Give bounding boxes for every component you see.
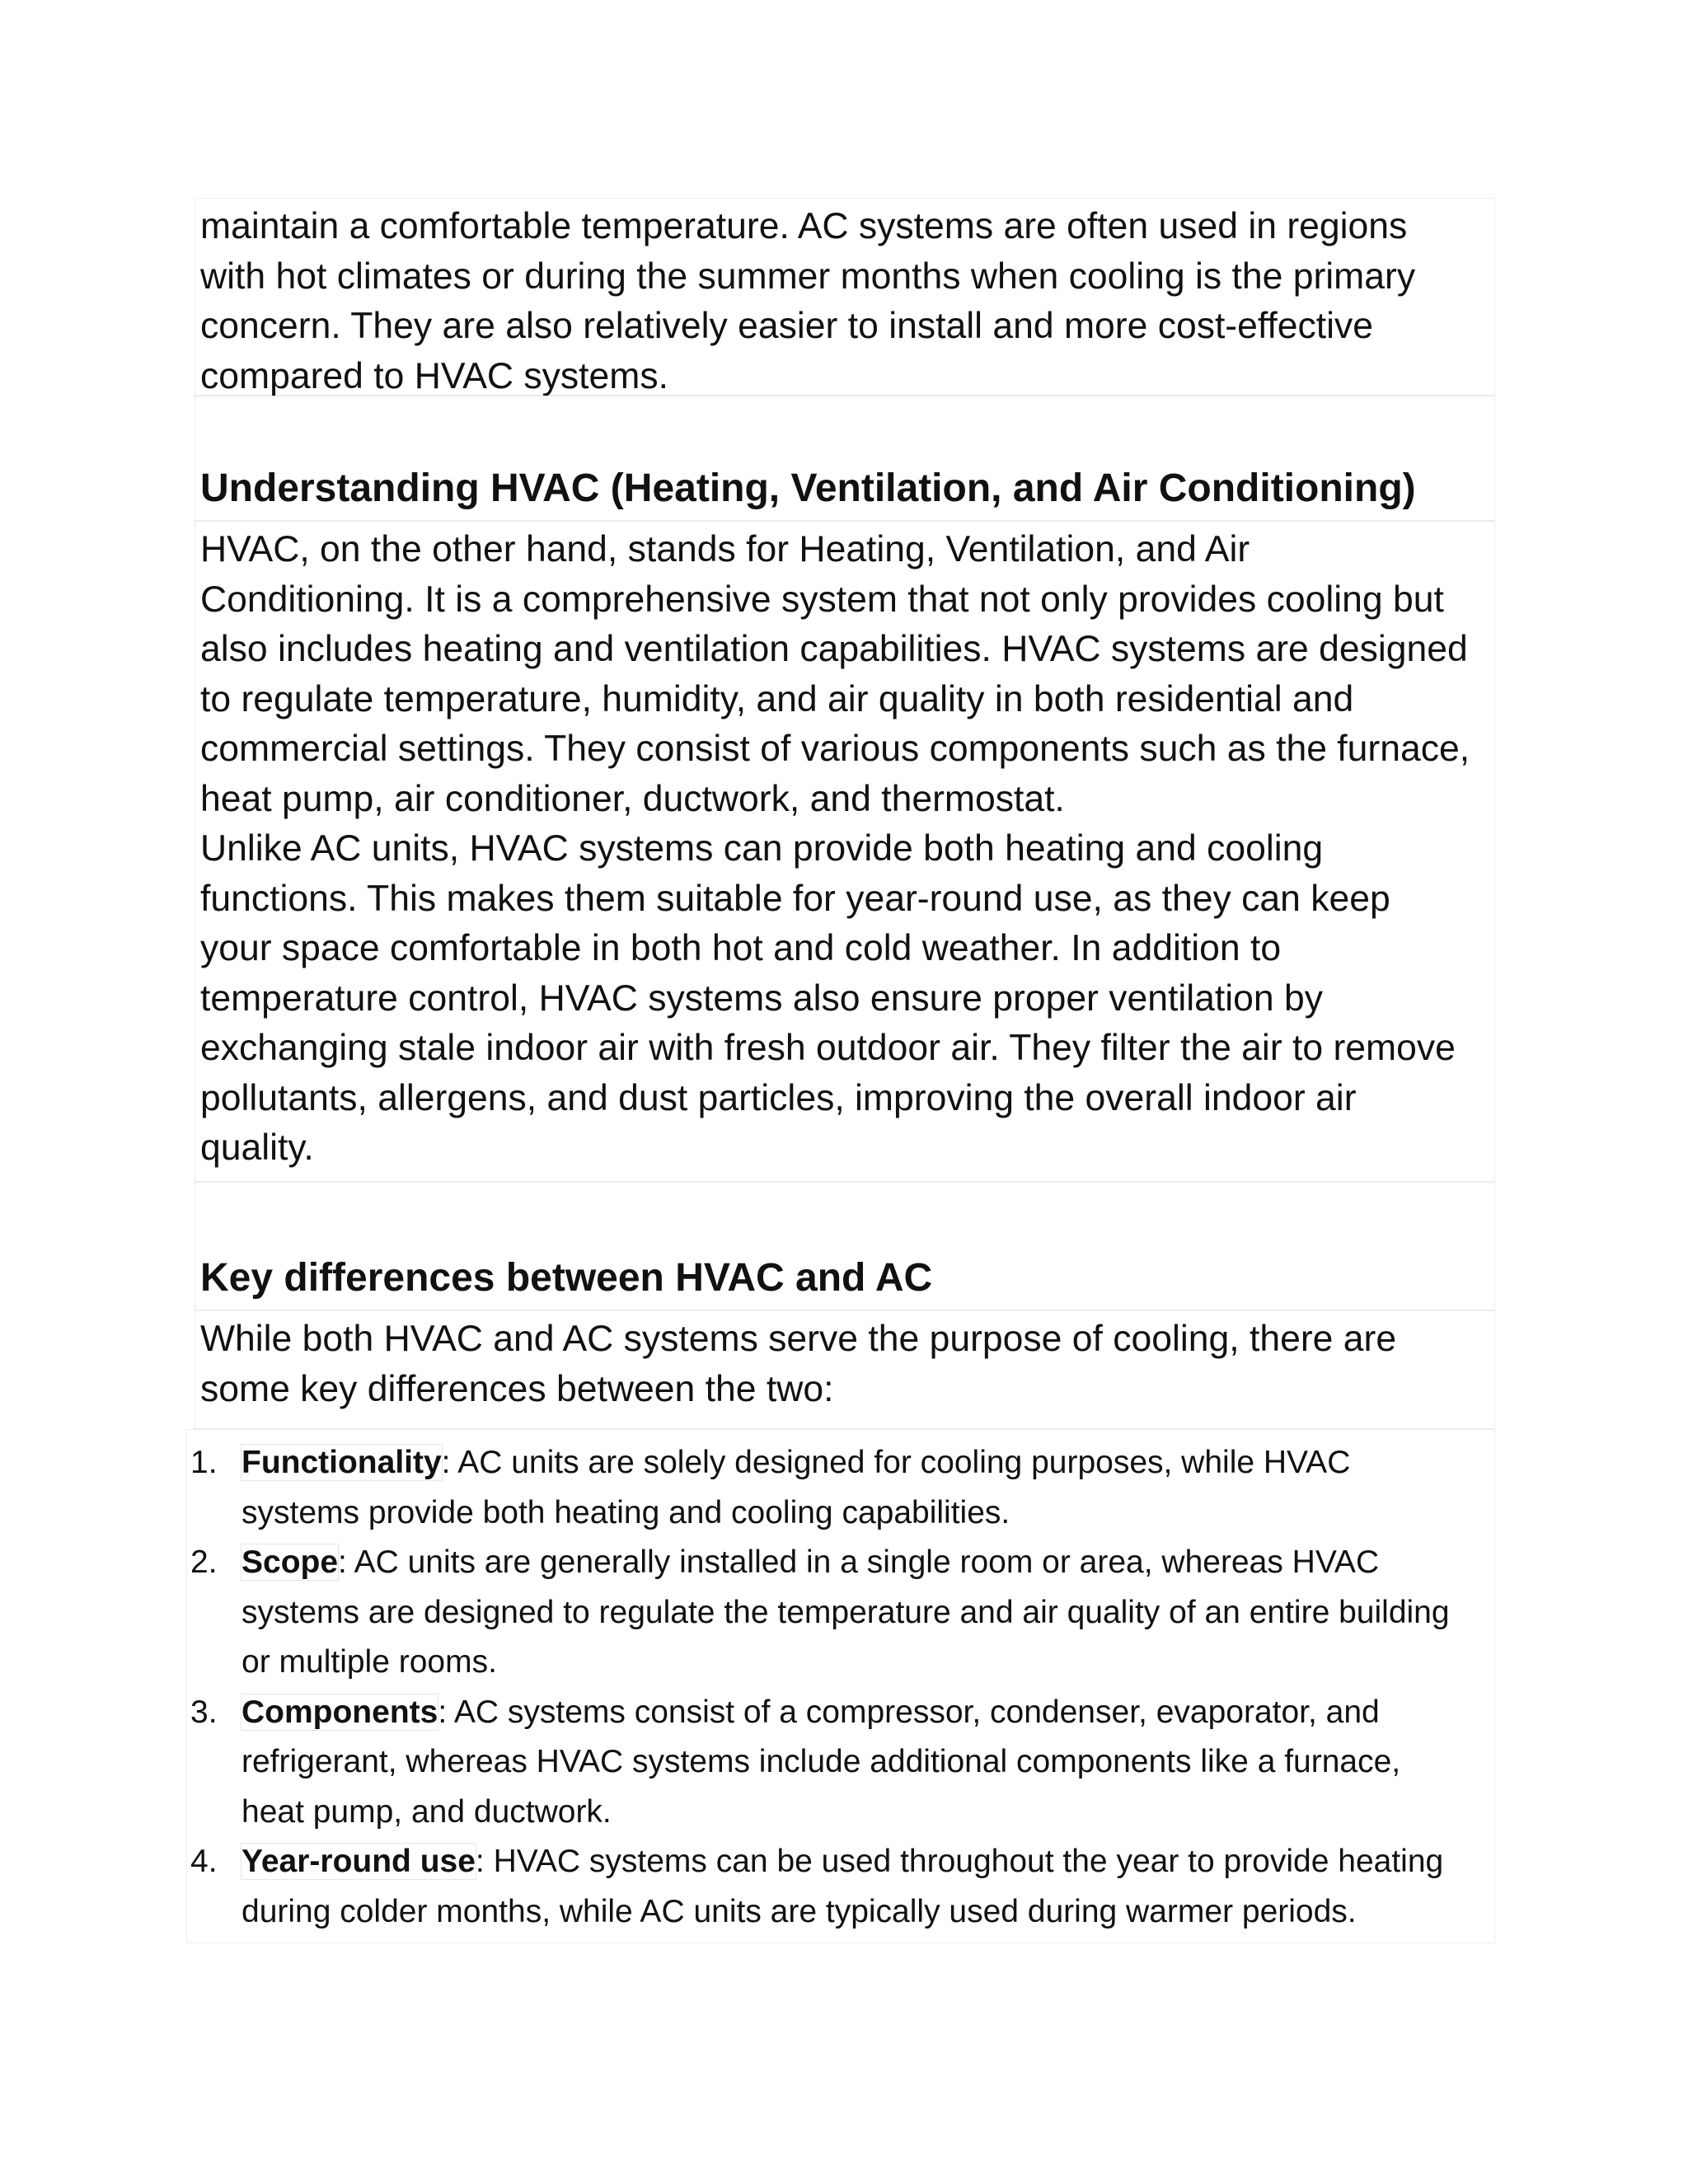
list-term: Components [241,1694,438,1730]
section-heading-differences: Key differences between HVAC and AC [200,1256,933,1300]
paragraph-line: maintain a comfortable temperature. AC systems are often used in regions [200,206,1408,246]
list-item [187,1438,1494,1538]
differences-heading-block [195,1182,1495,1310]
list-item-text [241,1538,1494,1688]
paragraph-line: Unlike AC units, HVAC systems can provide both heating and cooling [200,828,1324,869]
paragraph-line: HVAC, on the other hand, stands for Heating, Ventilation, and Air [200,529,1250,569]
list-item [187,1688,1494,1838]
list-item-line: refrigerant, whereas HVAC systems include additional components like a furnace, [241,1744,1401,1779]
paragraph-line: heat pump, air conditioner, ductwork, and thermostat. [200,778,1065,819]
list-item-first-line [241,1688,1494,1738]
paragraph-line: functions. This makes them suitable for year-round use, as they can keep [200,878,1390,919]
paragraph-line: compared to HVAC systems. [200,355,668,396]
list-term: Scope [241,1544,339,1580]
differences-list [186,1429,1495,1943]
list-term-description: : AC units are generally installed in a single room or area, whereas HVAC [338,1544,1380,1580]
list-item [187,1837,1494,1937]
list-item-text [241,1688,1494,1838]
paragraph-line: temperature control, HVAC systems also ensure proper ventilation by [200,977,1323,1019]
list-item-line: systems provide both heating and cooling capabilities. [241,1494,1010,1530]
list-term-description: : AC systems consist of a compressor, condenser, evaporator, and [438,1694,1380,1730]
paragraph-line: concern. They are also relatively easier to install and more cost-effective [200,306,1374,346]
list-item-first-line [241,1438,1494,1488]
list-term: Year-round use [241,1844,476,1879]
list-item-first-line [241,1837,1494,1887]
paragraph-line: pollutants, allergens, and dust particles, improving the overall indoor air [200,1077,1357,1118]
list-term: Functionality [241,1445,442,1480]
list-item [187,1538,1494,1688]
list-number: 2. [190,1544,218,1580]
list-term-description: : HVAC systems can be used throughout the year to provide heating [475,1844,1444,1879]
list-number: 1. [190,1445,218,1480]
paragraph-line: your space comfortable in both hot and cold weather. In addition to [200,928,1282,968]
paragraph-line: some key differences between the two: [200,1368,834,1409]
list-item-line: systems are designed to regulate the temperature and air quality of an entire building [241,1594,1450,1630]
paragraph-line: commercial settings. They consist of various components such as the furnace, [200,729,1470,769]
list-item-line: or multiple rooms. [241,1644,497,1680]
paragraph-line: also includes heating and ventilation capabilities. HVAC systems are designed [200,629,1468,669]
section-heading-hvac: Understanding HVAC (Heating, Ventilation, and Air Conditioning) [200,466,1416,510]
hvac-heading-block [195,396,1495,521]
intro-paragraph-block [195,198,1495,396]
list-item-text [241,1837,1494,1937]
list-item-first-line [241,1538,1494,1588]
list-term-description: : AC units are solely designed for cooling purposes, while HVAC [441,1445,1351,1480]
intro-paragraph [195,199,1494,401]
paragraph-line: While both HVAC and AC systems serve the purpose of cooling, there are [200,1319,1397,1359]
list-number: 3. [190,1694,218,1730]
list-item-line: heat pump, and ductwork. [241,1793,612,1830]
differences-paragraph-block [195,1310,1495,1429]
hvac-paragraph-block [195,521,1495,1182]
list-item-text [241,1438,1494,1538]
paragraph-line: Conditioning. It is a comprehensive system that not only provides cooling but [200,579,1444,620]
hvac-paragraph [195,522,1494,1174]
paragraph-line: exchanging stale indoor air with fresh outdoor air. They filter the air to remove [200,1028,1456,1068]
paragraph-line: to regulate temperature, humidity, and air quality in both residential and [200,678,1354,719]
paragraph-line: quality. [200,1127,314,1168]
differences-paragraph [195,1311,1494,1414]
list-item-line: during colder months, while AC units are typically used during warmer periods. [241,1893,1357,1929]
paragraph-line: with hot climates or during the summer months when cooling is the primary [200,255,1416,297]
list-number: 4. [190,1844,218,1879]
